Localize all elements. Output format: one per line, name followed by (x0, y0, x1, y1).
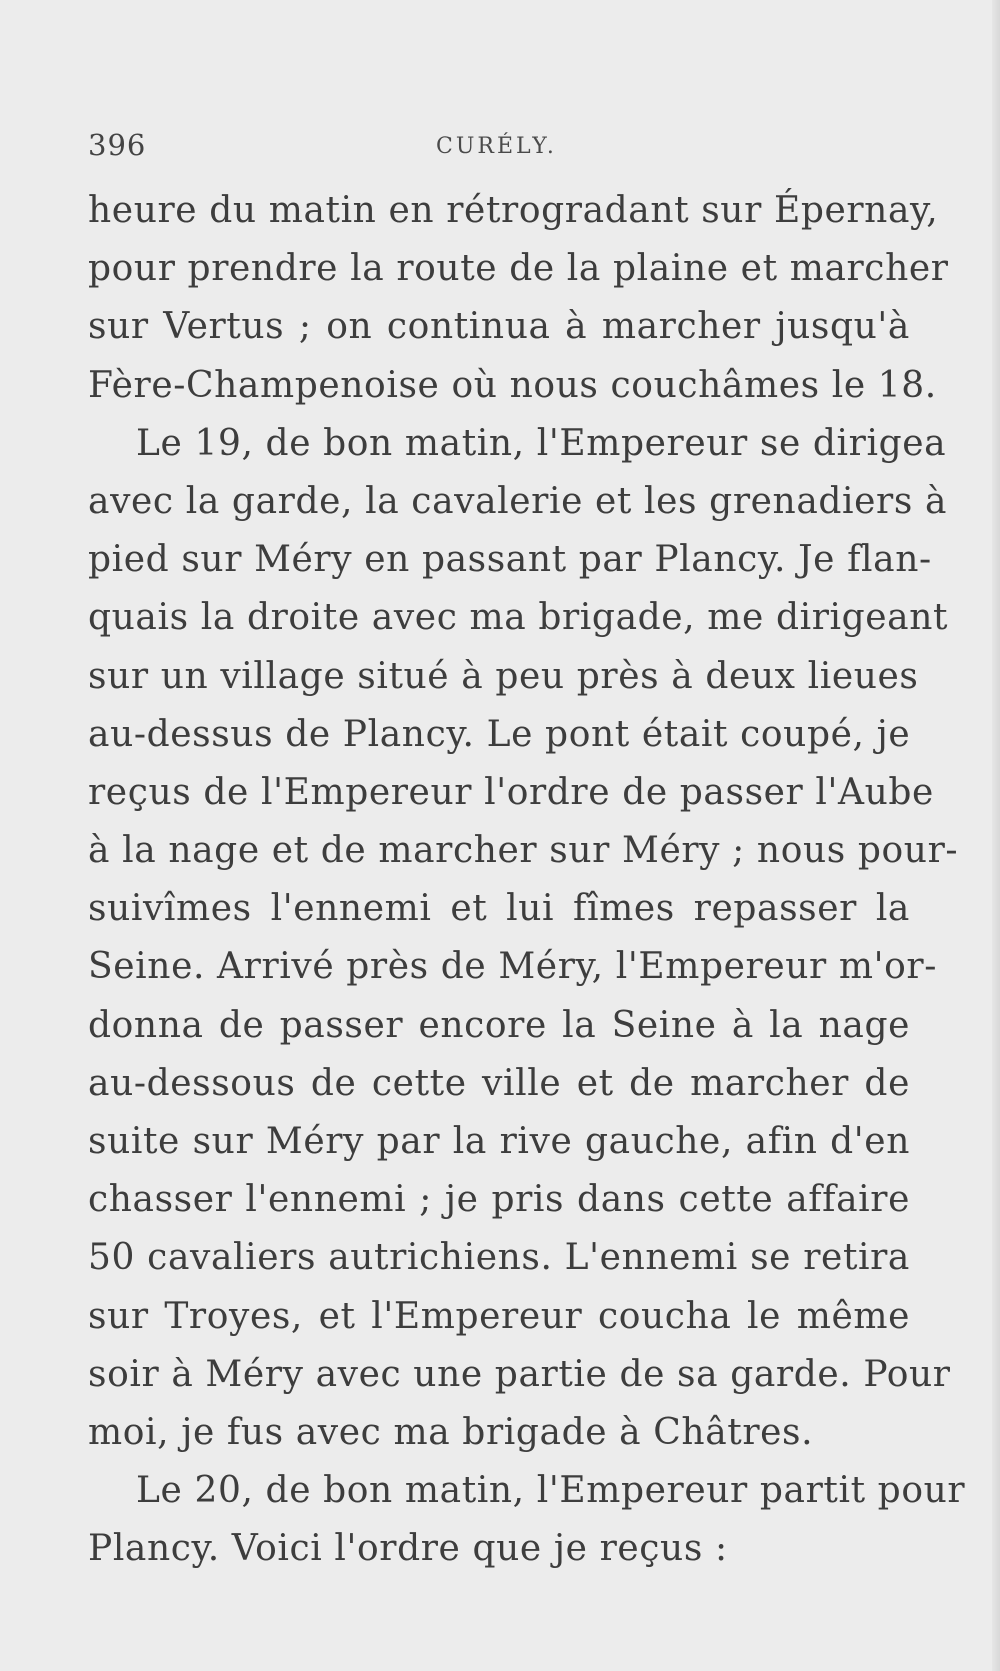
page-edge-shadow (992, 0, 1000, 1671)
running-head: CURÉLY. (436, 134, 557, 159)
page-number: 396 (88, 128, 147, 162)
text-line: sur Troyes, et l'Empereur coucha le même (88, 1295, 910, 1337)
text-line: soir à Méry avec une partie de sa garde. Pour (88, 1353, 951, 1395)
text-line: Le 19, de bon matin, l'Empereur se dirigea (136, 422, 947, 464)
text-line: Seine. Arrivé près de Méry, l'Empereur m'or- (88, 946, 937, 988)
text-line: à la nage et de marcher sur Méry ; nous pour- (88, 830, 959, 872)
body-text (88, 182, 966, 1579)
text-line: suivîmes l'ennemi et lui fîmes repasser la (88, 888, 910, 930)
text-line: pour prendre la route de la plaine et marcher (88, 248, 949, 290)
text-line: sur un village situé à peu près à deux lieues (88, 655, 919, 697)
text-line: suite sur Méry par la rive gauche, afin d'en (88, 1121, 910, 1162)
text-line: avec la garde, la cavalerie et les grenadiers à (88, 480, 948, 522)
text-line: au-dessous de cette ville et de marcher de (88, 1062, 910, 1104)
text-line: moi, je fus avec ma brigade à Châtres. (88, 1411, 814, 1453)
page-header (88, 128, 908, 168)
text-line: heure du matin en rétrogradant sur Épernay, (88, 190, 939, 231)
text-line: 50 cavaliers autrichiens. L'ennemi se retira (88, 1237, 910, 1279)
text-line: Fère-Champenoise où nous couchâmes le 18. (88, 364, 937, 406)
text-line: donna de passer encore la Seine à la nage (88, 1004, 910, 1046)
text-line: sur Vertus ; on continua à marcher jusqu'à (88, 306, 910, 348)
text-line: au-dessus de Plancy. Le pont était coupé, je (88, 713, 911, 755)
text-line: pied sur Méry en passant par Plancy. Je flan- (88, 539, 932, 581)
text-line: chasser l'ennemi ; je pris dans cette affaire (88, 1179, 910, 1221)
text-line: quais la droite avec ma brigade, me dirigeant (88, 597, 949, 639)
text-line: Le 20, de bon matin, l'Empereur partit pour (136, 1470, 966, 1512)
text-line: Plancy. Voici l'ordre que je reçus : (88, 1528, 728, 1570)
text-line: reçus de l'Empereur l'ordre de passer l'Aube (88, 771, 934, 813)
